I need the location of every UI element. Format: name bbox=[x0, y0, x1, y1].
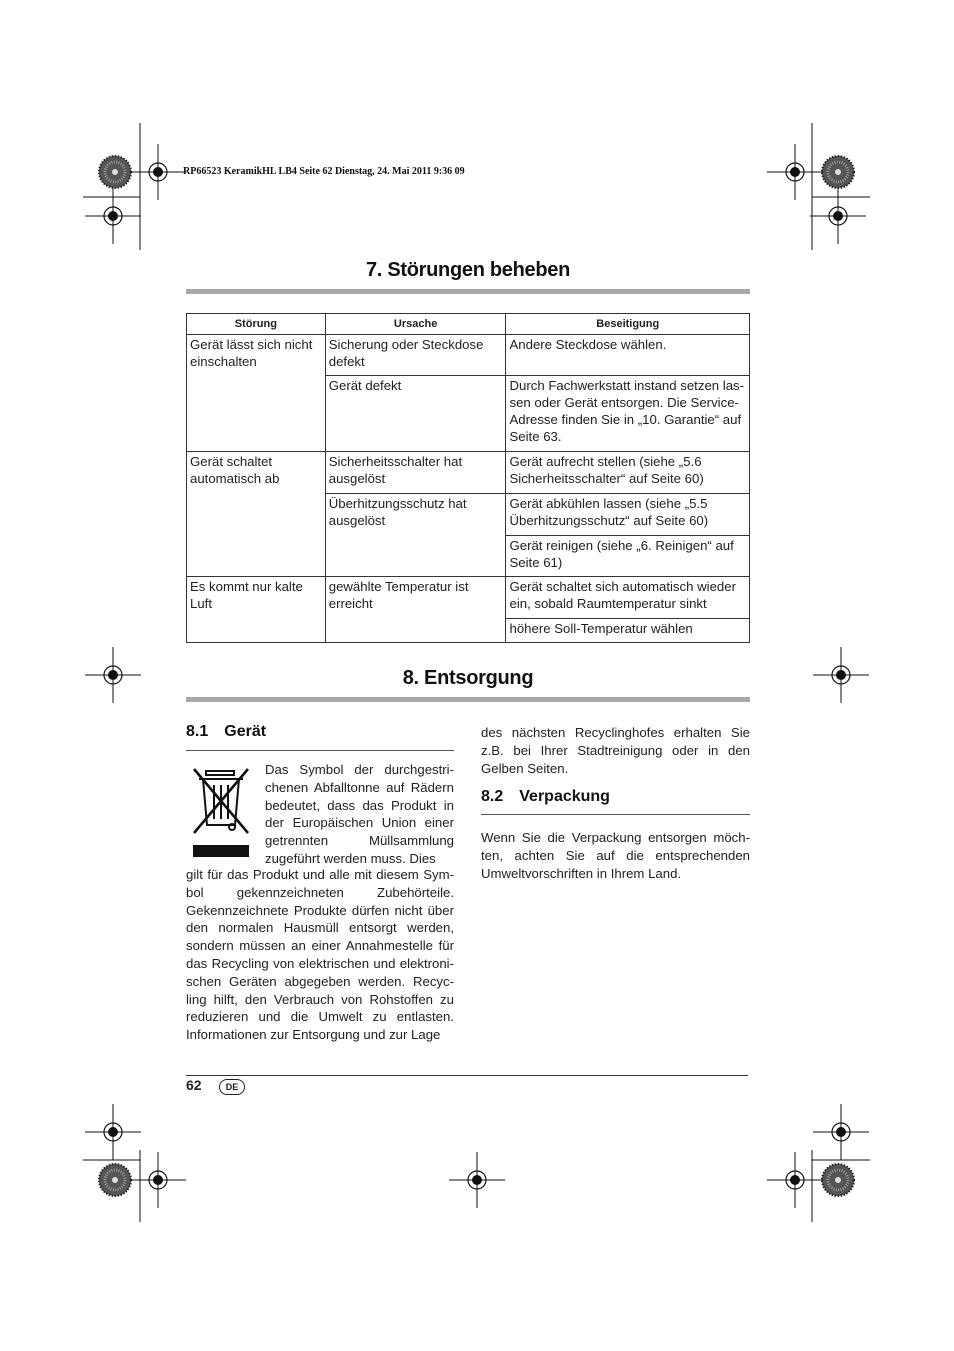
table-header-stoerung: Störung bbox=[187, 314, 326, 335]
print-slug: RP66523 KeramikHL LB4 Seite 62 Dienstag, 24. Mai 2011 9:36 09 bbox=[183, 166, 465, 177]
table-cell-beseitigung: Andere Steckdose wählen. bbox=[506, 335, 750, 376]
subsection-8-1-text-beside: Das Symbol der durchgestri-chenen Abfalltonne auf Rädern bedeutet, dass das Produkt in der Europäischen Union einer getrennten Müllsammlung zugeführt werden muss. Dies bbox=[265, 762, 454, 866]
subsection-8-2-rule bbox=[481, 814, 750, 815]
table-cell-stoerung: Gerät schaltet automatisch ab bbox=[187, 452, 326, 577]
crossed-out-wheelie-bin-icon bbox=[190, 765, 252, 861]
page-number: 62 bbox=[186, 1077, 202, 1093]
subsection-number: 8.1 bbox=[186, 723, 209, 740]
table-cell-beseitigung: Gerät abkühlen lassen (siehe „5.5 Überhitzungsschutz“ auf Seite 60) bbox=[506, 494, 750, 536]
subsection-8-2-heading bbox=[481, 788, 610, 806]
section-8-rule bbox=[186, 697, 750, 702]
subsection-number: 8.2 bbox=[481, 788, 504, 805]
table-row bbox=[187, 577, 750, 619]
subsection-8-1-rule bbox=[186, 750, 454, 751]
subsection-8-1-heading bbox=[186, 723, 266, 741]
table-cell-beseitigung: höhere Soll-Temperatur wählen bbox=[506, 619, 750, 643]
subsection-8-1-text-continued: des nächsten Recyclinghofes erhalten Sie z.B. bei Ihrer Stadtreinigung oder in den Gelben Seiten. bbox=[481, 725, 750, 776]
table-cell-beseitigung: Gerät schaltet sich automatisch wieder ein, sobald Raumtemperatur sinkt bbox=[506, 577, 750, 619]
subsection-title: Verpackung bbox=[519, 788, 610, 805]
language-badge: DE bbox=[219, 1079, 245, 1095]
section-7-title: 7. Störungen beheben bbox=[365, 259, 571, 281]
subsection-title: Gerät bbox=[224, 723, 267, 740]
subsection-8-1-text-below: gilt für das Produkt und alle mit diesem Sym-bol gekennzeichneten Zubehörteile. Gekennzeichnete Produkte dürfen nicht über den normalen Hausmüll entsorgt werden, sondern müssen an einer Annahmestelle für das Recycling von elektrischen und elektroni-schen Geräten abgegeben werden. Recyc-ling hilft, den Verbrauch von Rohstoffen zu reduzieren und die Umwelt zu entlasten. Informationen zur Entsorgung und zur Lage bbox=[186, 867, 454, 1043]
table-cell-ursache: Sicherheitsschalter hat ausgelöst bbox=[325, 452, 506, 494]
section-7-rule bbox=[186, 289, 750, 294]
table-cell-ursache: Gerät defekt bbox=[325, 376, 506, 452]
subsection-8-2-text: Wenn Sie die Verpackung entsorgen möch-ten, achten Sie auf die entsprechenden Umweltvorschriften in Ihrem Land. bbox=[481, 830, 750, 881]
table-header-row bbox=[187, 314, 750, 335]
table-cell-beseitigung: Gerät reinigen (siehe „6. Reinigen“ auf Seite 61) bbox=[506, 536, 750, 577]
table-cell-ursache: Überhitzungsschutz hat ausgelöst bbox=[325, 494, 506, 577]
table-cell-stoerung: Gerät lässt sich nicht einschalten bbox=[187, 335, 326, 452]
table-header-ursache: Ursache bbox=[325, 314, 506, 335]
table-cell-ursache: gewählte Temperatur ist erreicht bbox=[325, 577, 506, 643]
section-8-title: 8. Entsorgung bbox=[402, 667, 534, 689]
table-header-beseitigung: Beseitigung bbox=[506, 314, 750, 335]
table-cell-beseitigung: Gerät aufrecht stellen (siehe „5.6 Sicherheitsschalter“ auf Seite 60) bbox=[506, 452, 750, 494]
troubleshooting-table bbox=[186, 313, 750, 643]
table-cell-beseitigung: Durch Fachwerkstatt instand setzen las-sen oder Gerät entsorgen. Die Service-Adresse finden Sie in „10. Garantie“ auf Seite 63. bbox=[506, 376, 750, 452]
footer-rule bbox=[186, 1075, 748, 1076]
table-cell-stoerung: Es kommt nur kalte Luft bbox=[187, 577, 326, 643]
table-row bbox=[187, 335, 750, 376]
table-cell-ursache: Sicherung oder Steckdose defekt bbox=[325, 335, 506, 376]
table-row bbox=[187, 452, 750, 494]
